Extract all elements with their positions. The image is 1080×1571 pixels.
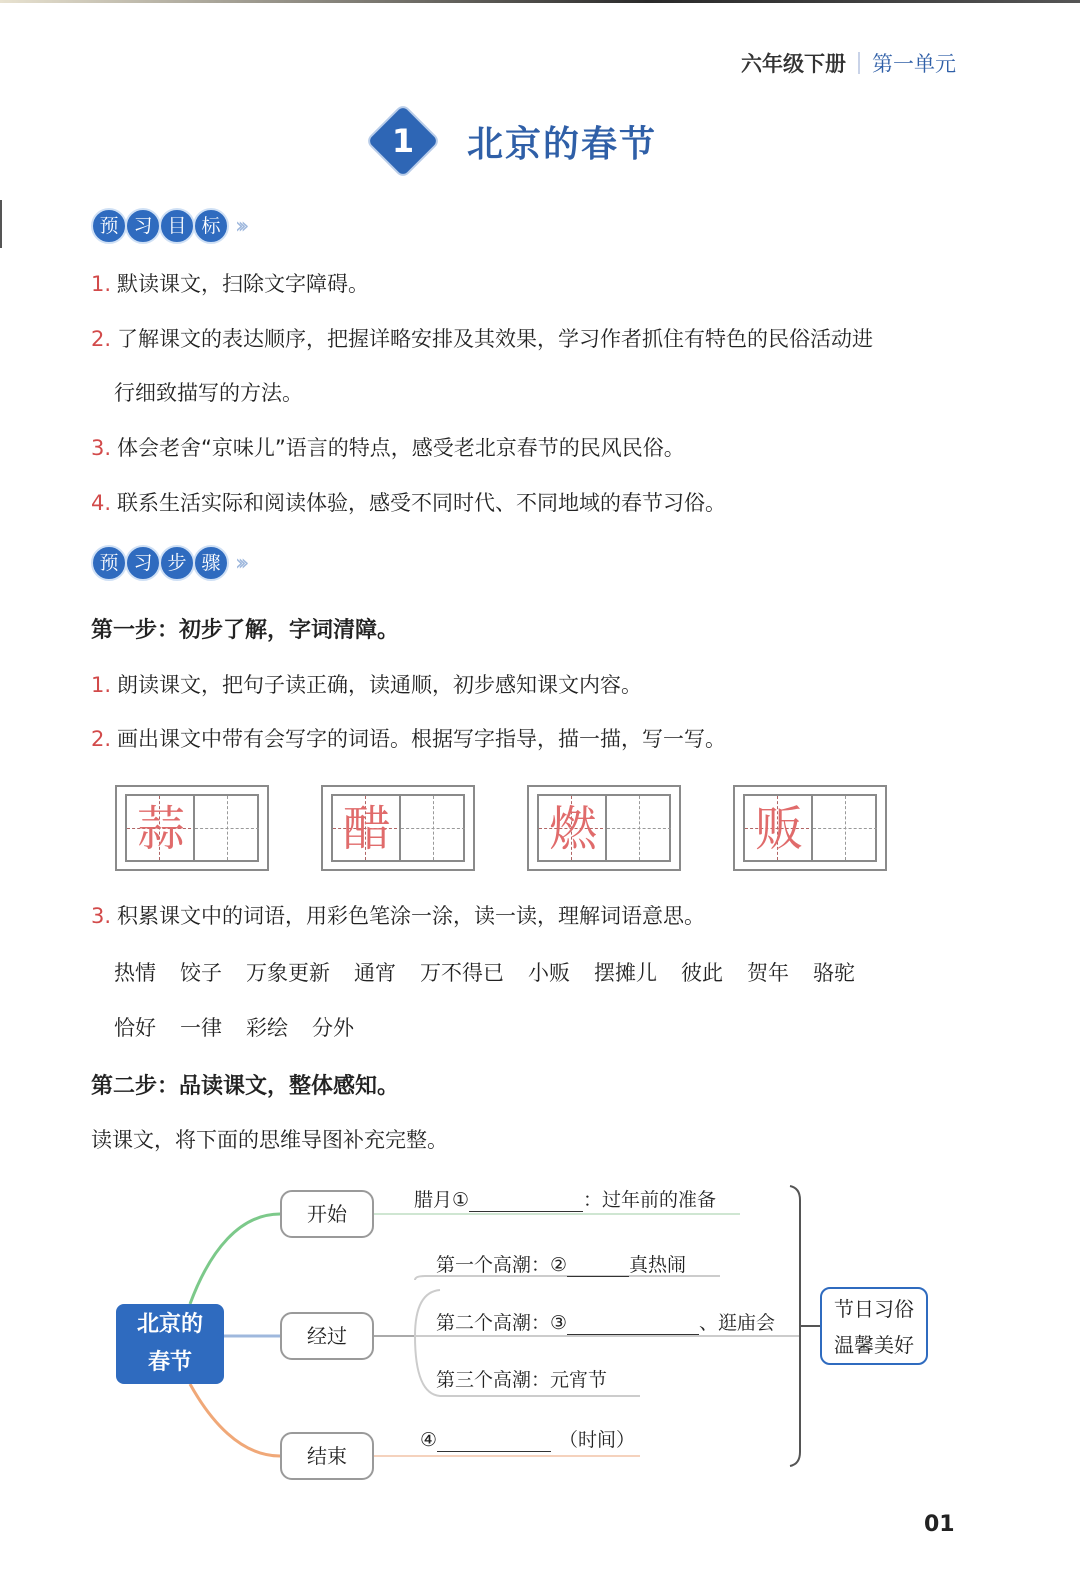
branch-start-line [190, 1214, 280, 1304]
goal-item: 1. 默读课文，扫除文字障碍。 [91, 272, 370, 296]
badge-char: 习 [125, 208, 161, 244]
lesson-number: 1 [391, 122, 415, 160]
climax2-fill-text: 第二个高潮：③ 、逛庙会 [436, 1312, 776, 1334]
mindmap-root: 北京的 春节 [116, 1304, 224, 1384]
step2-instruction: 读课文，将下面的思维导图补充完整。 [91, 1128, 448, 1152]
page-number: 01 [924, 1512, 955, 1537]
vocab-word[interactable]: 骆驼 [813, 961, 855, 985]
grade-label: 六年级下册 [741, 52, 846, 76]
goal-item: 2. 了解课文的表达顺序，把握详略安排及其效果，学习作者抓住有特色的民俗活动进 [91, 327, 874, 351]
vocab-word[interactable]: 万象更新 [246, 961, 330, 985]
vocab-word[interactable]: 摆摊儿 [594, 961, 657, 985]
fill-blank-3[interactable] [567, 1314, 699, 1335]
branch-end-line [190, 1384, 280, 1456]
fill-blank-1[interactable] [469, 1191, 583, 1212]
step1-item: 3. 积累课文中的词语，用彩色笔涂一涂，读一读，理解词语意思。 [91, 904, 706, 928]
goal-item-continuation: 行细致描写的方法。 [114, 381, 303, 405]
trace-character: 燃 [548, 801, 597, 857]
fill-blank-4[interactable] [437, 1431, 551, 1452]
mindmap-node-end: 结束 [280, 1432, 374, 1480]
climax1-fill-text: 第一个高潮：② 真热闹 [436, 1254, 687, 1276]
vocab-word[interactable]: 分外 [312, 1016, 354, 1040]
vocab-word[interactable]: 一律 [180, 1016, 222, 1040]
vocab-word[interactable]: 彩绘 [246, 1016, 288, 1040]
lesson-title: 北京的春节 [467, 123, 658, 165]
badge-char: 步 [159, 545, 195, 581]
vocab-word[interactable]: 恰好 [114, 1016, 156, 1040]
summary-bracket [790, 1186, 800, 1466]
mindmap-node-start: 开始 [280, 1190, 374, 1238]
vocab-word[interactable]: 彼此 [681, 961, 723, 985]
double-chevron-icon: ››› [235, 213, 244, 239]
badge-char: 预 [91, 545, 127, 581]
vocab-word[interactable]: 小贩 [528, 961, 570, 985]
badge-char: 标 [193, 208, 229, 244]
vocab-word[interactable]: 通宵 [354, 961, 396, 985]
vocab-word[interactable]: 万不得已 [420, 961, 504, 985]
badge-char: 预 [91, 208, 127, 244]
badge-char: 习 [125, 545, 161, 581]
badge-char: 目 [159, 208, 195, 244]
badge-char: 骤 [193, 545, 229, 581]
step1-item: 1. 朗读课文，把句子读正确，读通顺，初步感知课文内容。 [91, 673, 643, 697]
unit-label: 第一单元 [872, 52, 956, 76]
trace-character: 蒜 [136, 801, 185, 857]
fill-blank-2[interactable] [567, 1256, 629, 1277]
vocab-word[interactable]: 贺年 [747, 961, 789, 985]
vocab-word[interactable]: 热情 [114, 961, 156, 985]
step2-title: 第二步：品读课文，整体感知。 [91, 1074, 400, 1099]
step1-item: 2. 画出课文中带有会写字的词语。根据写字指导，描一描，写一写。 [91, 727, 727, 751]
mindmap-node-middle: 经过 [280, 1312, 374, 1360]
mindmap-summary: 节日习俗 温馨美好 [820, 1287, 928, 1365]
vocab-word[interactable]: 饺子 [180, 961, 222, 985]
start-fill-text: 腊月① ：过年前的准备 [414, 1189, 717, 1211]
goal-item: 3. 体会老舍“京味儿”语言的特点，感受老北京春节的民风民俗。 [91, 436, 685, 460]
step1-title: 第一步：初步了解，字词清障。 [91, 618, 400, 643]
goal-item: 4. 联系生活实际和阅读体验，感受不同时代、不同地域的春节习俗。 [91, 491, 727, 515]
climax3-text: 第三个高潮：元宵节 [436, 1369, 608, 1391]
end-fill-text: ④ （时间） [420, 1429, 636, 1451]
trace-character: 醋 [342, 801, 391, 857]
double-chevron-icon: ››› [235, 550, 244, 576]
trace-character: 贩 [754, 801, 803, 857]
